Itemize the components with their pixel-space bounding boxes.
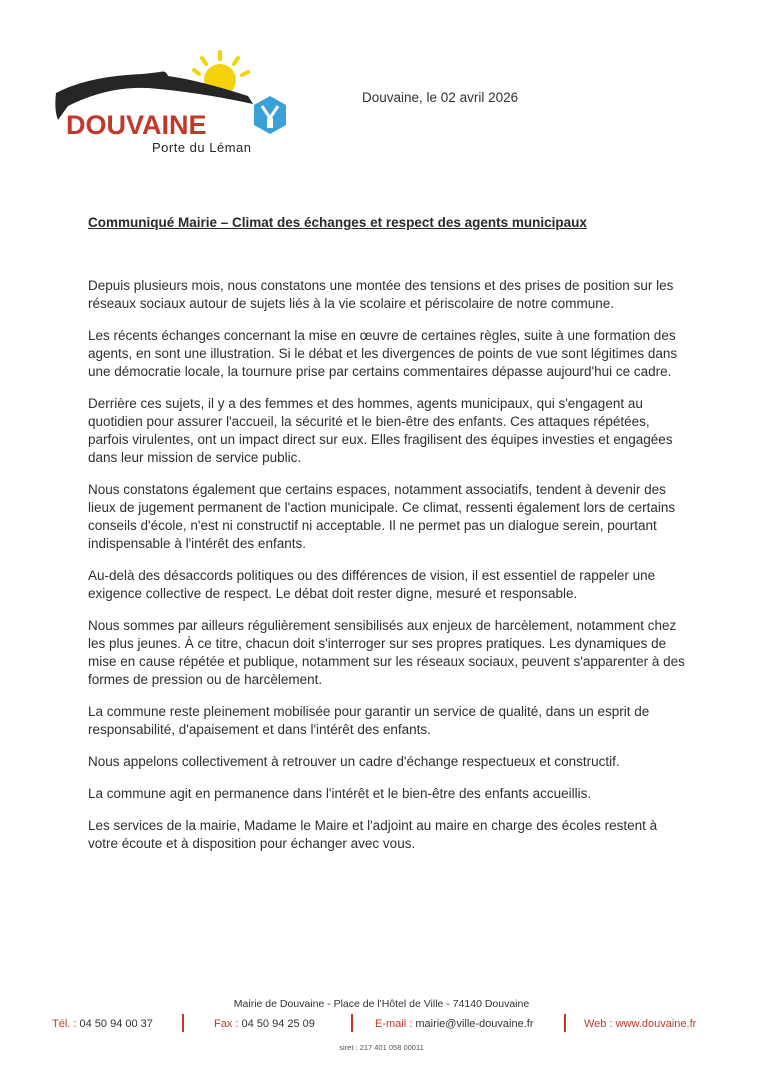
phone-label: Tél. :: [52, 1018, 77, 1030]
hexagon-emblem: [254, 96, 286, 134]
footer-divider: [351, 1014, 353, 1032]
paragraph-5: Au-delà des désaccords politiques ou des différences de vision, il est essentiel de rappeler une exigence collective de respect. Le débat doit rester digne, mesuré et responsable.: [88, 568, 656, 601]
footer-email: [375, 1018, 534, 1030]
footer-divider: [182, 1014, 184, 1032]
paragraph-7: La commune reste pleinement mobilisée pour garantir un service de qualité, dans un esprit de responsabilité, d'apaisement et dans l'intérêt des enfants.: [88, 704, 650, 737]
web-address[interactable]: www.douvaine.fr: [615, 1018, 697, 1030]
paragraph-9: La commune agit en permanence dans l'intérêt et le bien-être des enfants accueillis.: [88, 786, 592, 801]
letter-date: Douvaine, le 02 avril 2026: [362, 90, 519, 105]
logo-name: DOUVAINE: [66, 110, 207, 140]
footer-phone: [52, 1018, 153, 1030]
footer-contacts: [0, 1014, 763, 1034]
footer-siret: siret : 217 401 058 00011: [339, 1043, 424, 1052]
footer-divider: [564, 1014, 566, 1032]
paragraph-3: Derrière ces sujets, il y a des femmes et des hommes, agents municipaux, qui s'engagent au quotidien pour assurer l'accueil, la sécurité et le bien-être des enfants. Ces attaques répétées, parfois virulentes, ont un impact direct sur eux. Elles fragilisent des équipes investies et engagées dans leur mission de service public.: [88, 396, 673, 465]
footer-fax: [214, 1018, 315, 1030]
douvaine-logo: [48, 48, 298, 158]
footer-address: Mairie de Douvaine - Place de l'Hôtel de Ville - 74140 Douvaine: [233, 998, 530, 1010]
paragraph-10: Les services de la mairie, Madame le Maire et l'adjoint au maire en charge des écoles restent à votre écoute et à disposition pour échanger avec vous.: [88, 818, 658, 851]
logo-tagline: Porte du Léman: [152, 140, 252, 155]
letter-body: [88, 277, 688, 867]
paragraph-4: Nous constatons également que certains espaces, notamment associatifs, tendent à devenir des lieux de jugement permanent de l'action municipale. Ce climat, ressenti également lors de certains conseils d'école, n'est ni constructif ni acceptable. Il ne permet pas un dialogue serein, pourtant indispensable à l'intérêt des enfants.: [88, 482, 676, 551]
email-label: E-mail :: [375, 1018, 413, 1030]
phone-number: 04 50 94 00 37: [79, 1018, 153, 1030]
paragraph-2: Les récents échanges concernant la mise en œuvre de certaines règles, suite à une formation des agents, en sont une illustration. Si le débat et les divergences de points de vue sont légitimes dans une démocratie locale, la tournure prise par certains commentaires dépasse aujourd'hui ce cadre.: [88, 328, 678, 379]
email-address[interactable]: mairie@ville-douvaine.fr: [415, 1018, 534, 1030]
paragraph-6: Nous sommes par ailleurs régulièrement sensibilisés aux enjeux de harcèlement, notamment chez les plus jeunes. À ce titre, chacun doit s'interroger sur ses propres pratiques. Les dynamiques de mise en cause répétée et publique, notamment sur les réseaux sociaux, peuvent s'apparenter à des formes de pression ou de harcèlement.: [88, 618, 685, 687]
paragraph-8: Nous appelons collectivement à retrouver un cadre d'échange respectueux et constructif.: [88, 754, 620, 769]
communique-title: Communiqué Mairie – Climat des échanges et respect des agents municipaux: [88, 215, 587, 230]
web-label: Web :: [584, 1018, 613, 1030]
fax-label: Fax :: [214, 1018, 239, 1030]
footer-web: [584, 1018, 696, 1030]
paragraph-1: Depuis plusieurs mois, nous constatons une montée des tensions et des prises de position sur les réseaux sociaux autour de sujets liés à la vie scolaire et périscolaire de notre commune.: [88, 278, 674, 311]
logo-graphic: [48, 48, 298, 158]
fax-number: 04 50 94 25 09: [241, 1018, 315, 1030]
